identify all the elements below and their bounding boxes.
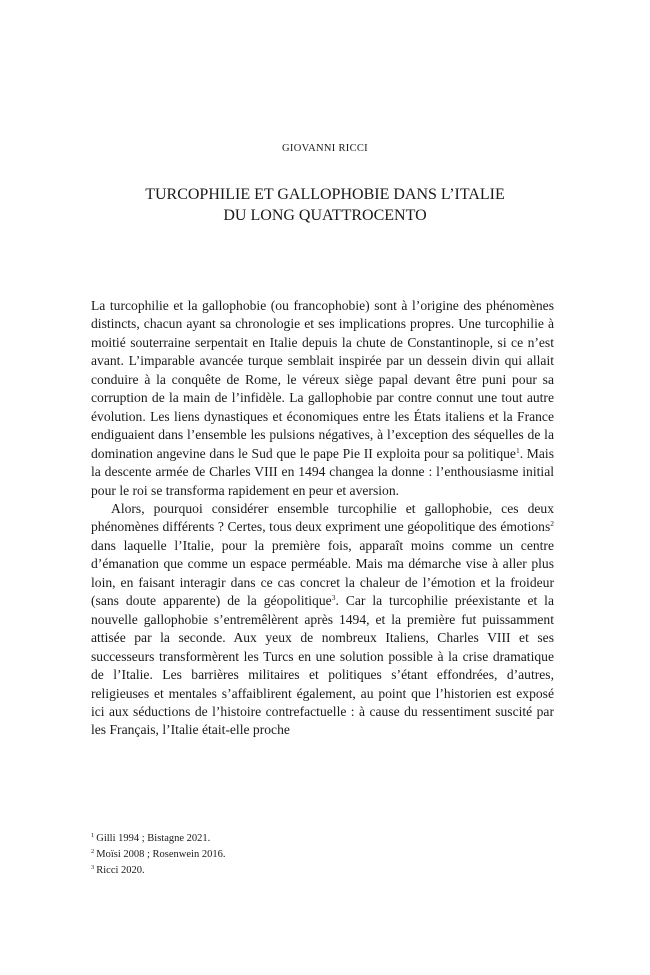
footnote-3-text: Ricci 2020. [96,865,145,876]
footnote-1 [91,831,554,847]
paragraph-2-text-a: Alors, pourquoi considérer ensemble turcophilie et gallophobie, ces deux phénomènes différents ? Certes, tous deux expriment une géopolitique des émotions [91,500,554,535]
footnote-ref-1[interactable]: 1 [515,445,520,455]
title-line-2: DU LONG QUATTROCENTO [223,207,427,224]
footnotes [91,831,554,879]
footnote-2 [91,847,554,863]
footnote-2-text: Moïsi 2008 ; Rosenwein 2016. [96,849,226,860]
footnote-3-number: 3 [91,864,95,871]
paragraph-2-text-b: dans laquelle l’Italie, pour la première fois, apparaît moins comme un centre d’émanation que comme un espace perméable. Mais ma démarche vise à aller plus loin, en faisant interagir dans ce cas concret la chaleur de l’émotion et la froideur (sans doute apparente) de la géopolitique [91,537,554,609]
footnote-ref-3[interactable]: 3 [331,593,336,603]
footnote-2-number: 2 [91,848,95,855]
body-text [91,297,554,740]
paragraph-1-text-b: . Mais la descente armée de Charles VIII en 1494 changea la donne : l’enthousiasme initial pour le roi se transforma rapidement en peur et aversion. [91,445,554,498]
paragraph-2 [91,500,554,740]
footnote-ref-2[interactable]: 2 [550,519,554,529]
title-line-1: TURCOPHILIE ET GALLOPHOBIE DANS L’ITALIE [145,186,505,203]
footnote-1-text: Gilli 1994 ; Bistagne 2021. [96,833,211,844]
paragraph-2-text-c: . Car la turcophilie préexistante et la nouvelle gallophobie s’entremêlèrent après 1494, et la première fut puissamment attisée par la seconde. Aux yeux de nombreux Italiens, Charles VIII et ses successeurs transformèrent les Turcs en une solution possible à la crise dramatique de l’Italie. Les barrières militaires et politiques s’étant effondrées, d’autres, religieuses et mentales s’affaiblirent également, au point que l’historien est exposé ici aux séductions de l’histoire contrefactuelle : à cause du ressentiment suscité par les Français, l’Italie était-elle proche [91,593,554,738]
paragraph-1 [91,297,554,500]
footnote-1-number: 1 [91,832,95,839]
footnote-3 [91,863,554,879]
article-title [90,184,560,226]
paragraph-1-text-a: La turcophilie et la gallophobie (ou francophobie) sont à l’origine des phénomènes distincts, chacun ayant sa chronologie et ses implications propres. Une turcophilie à moitié souterraine serpentait en Italie depuis la chute de Constantinople, si ce n’est avant. L’imparable avancée turque semblait inspirée par un dessein divin qui allait conduire à la conquête de Rome, le véreux siège papal devant être puni pour sa corruption de la main de l’infidèle. La gallophobie par contre connut une tout autre évolution. Les liens dynastiques et économiques entre les États italiens et la France endiguaient dans l’ensemble les pulsions négatives, à l’exception des séquelles de la domination angevine dans le Sud que le pape Pie II exploita pour sa politique [91,298,554,461]
author-name: GIOVANNI RICCI [282,143,368,154]
